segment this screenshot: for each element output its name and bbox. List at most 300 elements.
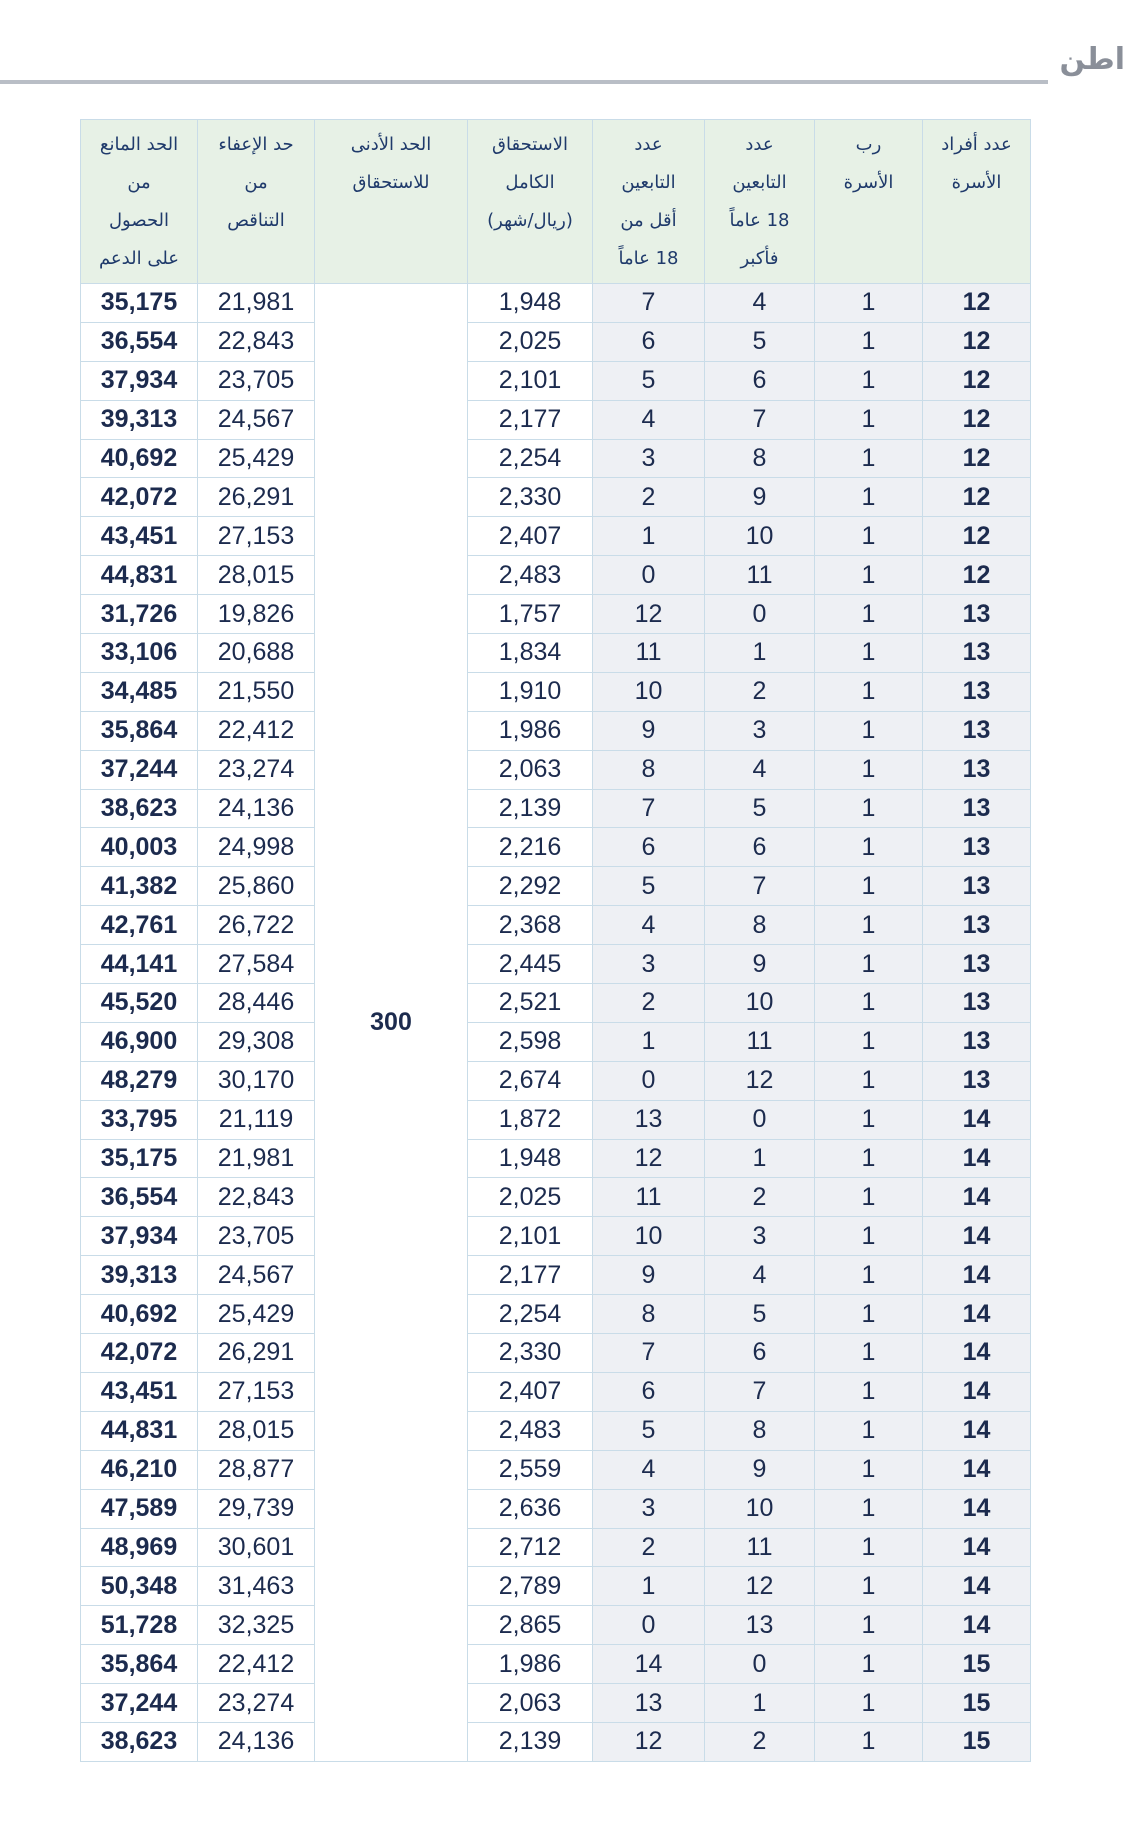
full-entitlement-cell: 2,789 bbox=[468, 1567, 593, 1606]
support-cap-cell: 43,451 bbox=[81, 517, 198, 556]
family-size-cell: 14 bbox=[923, 1178, 1031, 1217]
table-row bbox=[81, 556, 1031, 595]
minor-dependents-cell: 9 bbox=[593, 1256, 705, 1295]
adult-dependents-cell: 1 bbox=[705, 1139, 815, 1178]
household-head-cell: 1 bbox=[815, 711, 923, 750]
minor-dependents-cell: 6 bbox=[593, 322, 705, 361]
household-head-cell: 1 bbox=[815, 1295, 923, 1334]
minor-dependents-cell: 6 bbox=[593, 1372, 705, 1411]
header-exemption-limit: حد الإعفاء من التناقص bbox=[198, 120, 315, 284]
household-head-cell: 1 bbox=[815, 1372, 923, 1411]
household-head-cell: 1 bbox=[815, 1722, 923, 1761]
family-size-cell: 14 bbox=[923, 1295, 1031, 1334]
support-cap-cell: 36,554 bbox=[81, 322, 198, 361]
support-cap-cell: 33,795 bbox=[81, 1100, 198, 1139]
full-entitlement-cell: 1,948 bbox=[468, 1139, 593, 1178]
family-size-cell: 13 bbox=[923, 906, 1031, 945]
exemption-limit-cell: 25,429 bbox=[198, 1295, 315, 1334]
household-head-cell: 1 bbox=[815, 1178, 923, 1217]
exemption-limit-cell: 23,705 bbox=[198, 361, 315, 400]
family-size-cell: 13 bbox=[923, 867, 1031, 906]
support-cap-cell: 33,106 bbox=[81, 634, 198, 673]
eligibility-table bbox=[80, 119, 1031, 1762]
family-size-cell: 14 bbox=[923, 1606, 1031, 1645]
full-entitlement-cell: 2,025 bbox=[468, 1178, 593, 1217]
adult-dependents-cell: 9 bbox=[705, 945, 815, 984]
adult-dependents-cell: 5 bbox=[705, 789, 815, 828]
exemption-limit-cell: 22,843 bbox=[198, 1178, 315, 1217]
household-head-cell: 1 bbox=[815, 789, 923, 828]
header-minimum-entitlement: الحد الأدنى للاستحقاق bbox=[315, 120, 468, 284]
full-entitlement-cell: 2,483 bbox=[468, 1411, 593, 1450]
family-size-cell: 13 bbox=[923, 672, 1031, 711]
minor-dependents-cell: 11 bbox=[593, 634, 705, 673]
household-head-cell: 1 bbox=[815, 322, 923, 361]
family-size-cell: 14 bbox=[923, 1139, 1031, 1178]
full-entitlement-cell: 2,177 bbox=[468, 400, 593, 439]
exemption-limit-cell: 27,153 bbox=[198, 1372, 315, 1411]
table-row bbox=[81, 361, 1031, 400]
exemption-limit-cell: 31,463 bbox=[198, 1567, 315, 1606]
brand-logo-text: اطن bbox=[1059, 42, 1125, 77]
support-cap-cell: 34,485 bbox=[81, 672, 198, 711]
minor-dependents-cell: 4 bbox=[593, 1450, 705, 1489]
table-body bbox=[81, 284, 1031, 1762]
family-size-cell: 13 bbox=[923, 711, 1031, 750]
full-entitlement-cell: 2,139 bbox=[468, 789, 593, 828]
support-cap-cell: 37,244 bbox=[81, 750, 198, 789]
support-cap-cell: 44,831 bbox=[81, 556, 198, 595]
adult-dependents-cell: 8 bbox=[705, 1411, 815, 1450]
household-head-cell: 1 bbox=[815, 400, 923, 439]
minimum-entitlement-cell: 300 bbox=[315, 284, 468, 1762]
adult-dependents-cell: 2 bbox=[705, 672, 815, 711]
exemption-limit-cell: 24,136 bbox=[198, 1722, 315, 1761]
adult-dependents-cell: 11 bbox=[705, 1022, 815, 1061]
exemption-limit-cell: 22,412 bbox=[198, 711, 315, 750]
table-row bbox=[81, 672, 1031, 711]
household-head-cell: 1 bbox=[815, 284, 923, 323]
household-head-cell: 1 bbox=[815, 867, 923, 906]
minor-dependents-cell: 2 bbox=[593, 1528, 705, 1567]
family-size-cell: 14 bbox=[923, 1256, 1031, 1295]
minor-dependents-cell: 1 bbox=[593, 517, 705, 556]
table-row bbox=[81, 517, 1031, 556]
minor-dependents-cell: 10 bbox=[593, 672, 705, 711]
adult-dependents-cell: 1 bbox=[705, 634, 815, 673]
full-entitlement-cell: 2,139 bbox=[468, 1722, 593, 1761]
exemption-limit-cell: 26,291 bbox=[198, 1334, 315, 1373]
table-row bbox=[81, 750, 1031, 789]
exemption-limit-cell: 21,981 bbox=[198, 284, 315, 323]
support-cap-cell: 42,072 bbox=[81, 1334, 198, 1373]
full-entitlement-cell: 2,254 bbox=[468, 439, 593, 478]
table-row bbox=[81, 400, 1031, 439]
adult-dependents-cell: 8 bbox=[705, 439, 815, 478]
full-entitlement-cell: 2,292 bbox=[468, 867, 593, 906]
table-row bbox=[81, 789, 1031, 828]
family-size-cell: 14 bbox=[923, 1100, 1031, 1139]
table-row bbox=[81, 711, 1031, 750]
household-head-cell: 1 bbox=[815, 1217, 923, 1256]
household-head-cell: 1 bbox=[815, 1645, 923, 1684]
family-size-cell: 12 bbox=[923, 400, 1031, 439]
full-entitlement-cell: 1,910 bbox=[468, 672, 593, 711]
adult-dependents-cell: 9 bbox=[705, 1450, 815, 1489]
adult-dependents-cell: 6 bbox=[705, 361, 815, 400]
full-entitlement-cell: 2,712 bbox=[468, 1528, 593, 1567]
full-entitlement-cell: 2,063 bbox=[468, 1684, 593, 1723]
family-size-cell: 12 bbox=[923, 284, 1031, 323]
full-entitlement-cell: 2,521 bbox=[468, 984, 593, 1023]
support-cap-cell: 38,623 bbox=[81, 1722, 198, 1761]
full-entitlement-cell: 2,865 bbox=[468, 1606, 593, 1645]
table-row bbox=[81, 634, 1031, 673]
adult-dependents-cell: 10 bbox=[705, 517, 815, 556]
minor-dependents-cell: 13 bbox=[593, 1684, 705, 1723]
adult-dependents-cell: 0 bbox=[705, 1100, 815, 1139]
support-cap-cell: 39,313 bbox=[81, 400, 198, 439]
adult-dependents-cell: 11 bbox=[705, 1528, 815, 1567]
minor-dependents-cell: 3 bbox=[593, 1489, 705, 1528]
adult-dependents-cell: 7 bbox=[705, 867, 815, 906]
minor-dependents-cell: 11 bbox=[593, 1178, 705, 1217]
minor-dependents-cell: 5 bbox=[593, 867, 705, 906]
full-entitlement-cell: 2,330 bbox=[468, 1334, 593, 1373]
table-row bbox=[81, 478, 1031, 517]
full-entitlement-cell: 2,254 bbox=[468, 1295, 593, 1334]
minor-dependents-cell: 5 bbox=[593, 1411, 705, 1450]
household-head-cell: 1 bbox=[815, 517, 923, 556]
support-cap-cell: 35,175 bbox=[81, 284, 198, 323]
family-size-cell: 13 bbox=[923, 828, 1031, 867]
adult-dependents-cell: 5 bbox=[705, 322, 815, 361]
support-cap-cell: 31,726 bbox=[81, 595, 198, 634]
table-row bbox=[81, 284, 1031, 323]
support-cap-cell: 35,864 bbox=[81, 1645, 198, 1684]
household-head-cell: 1 bbox=[815, 595, 923, 634]
support-cap-cell: 40,003 bbox=[81, 828, 198, 867]
adult-dependents-cell: 11 bbox=[705, 556, 815, 595]
family-size-cell: 13 bbox=[923, 1022, 1031, 1061]
household-head-cell: 1 bbox=[815, 1489, 923, 1528]
full-entitlement-cell: 2,483 bbox=[468, 556, 593, 595]
household-head-cell: 1 bbox=[815, 1256, 923, 1295]
adult-dependents-cell: 4 bbox=[705, 750, 815, 789]
adult-dependents-cell: 12 bbox=[705, 1567, 815, 1606]
exemption-limit-cell: 25,860 bbox=[198, 867, 315, 906]
full-entitlement-cell: 2,368 bbox=[468, 906, 593, 945]
family-size-cell: 13 bbox=[923, 945, 1031, 984]
adult-dependents-cell: 4 bbox=[705, 284, 815, 323]
table-row bbox=[81, 322, 1031, 361]
header-family-size: عدد أفراد الأسرة bbox=[923, 120, 1031, 284]
adult-dependents-cell: 3 bbox=[705, 711, 815, 750]
adult-dependents-cell: 12 bbox=[705, 1061, 815, 1100]
exemption-limit-cell: 28,877 bbox=[198, 1450, 315, 1489]
full-entitlement-cell: 2,025 bbox=[468, 322, 593, 361]
table-row bbox=[81, 1722, 1031, 1761]
table-header-row bbox=[81, 120, 1031, 284]
minor-dependents-cell: 6 bbox=[593, 828, 705, 867]
adult-dependents-cell: 5 bbox=[705, 1295, 815, 1334]
exemption-limit-cell: 32,325 bbox=[198, 1606, 315, 1645]
support-cap-cell: 37,244 bbox=[81, 1684, 198, 1723]
household-head-cell: 1 bbox=[815, 828, 923, 867]
exemption-limit-cell: 27,153 bbox=[198, 517, 315, 556]
household-head-cell: 1 bbox=[815, 750, 923, 789]
full-entitlement-cell: 2,407 bbox=[468, 1372, 593, 1411]
table-row bbox=[81, 1450, 1031, 1489]
family-size-cell: 13 bbox=[923, 984, 1031, 1023]
support-cap-cell: 37,934 bbox=[81, 1217, 198, 1256]
family-size-cell: 13 bbox=[923, 634, 1031, 673]
adult-dependents-cell: 0 bbox=[705, 1645, 815, 1684]
support-cap-cell: 39,313 bbox=[81, 1256, 198, 1295]
support-cap-cell: 41,382 bbox=[81, 867, 198, 906]
support-cap-cell: 42,761 bbox=[81, 906, 198, 945]
minor-dependents-cell: 1 bbox=[593, 1022, 705, 1061]
adult-dependents-cell: 2 bbox=[705, 1722, 815, 1761]
minor-dependents-cell: 9 bbox=[593, 711, 705, 750]
full-entitlement-cell: 1,757 bbox=[468, 595, 593, 634]
minor-dependents-cell: 3 bbox=[593, 945, 705, 984]
exemption-limit-cell: 27,584 bbox=[198, 945, 315, 984]
minor-dependents-cell: 8 bbox=[593, 750, 705, 789]
table-row bbox=[81, 906, 1031, 945]
table-row bbox=[81, 1645, 1031, 1684]
table-row bbox=[81, 1061, 1031, 1100]
adult-dependents-cell: 1 bbox=[705, 1684, 815, 1723]
full-entitlement-cell: 1,948 bbox=[468, 284, 593, 323]
table-row bbox=[81, 1489, 1031, 1528]
table-row bbox=[81, 1606, 1031, 1645]
minor-dependents-cell: 13 bbox=[593, 1100, 705, 1139]
household-head-cell: 1 bbox=[815, 1528, 923, 1567]
household-head-cell: 1 bbox=[815, 1450, 923, 1489]
exemption-limit-cell: 28,446 bbox=[198, 984, 315, 1023]
support-cap-cell: 40,692 bbox=[81, 1295, 198, 1334]
minor-dependents-cell: 14 bbox=[593, 1645, 705, 1684]
family-size-cell: 14 bbox=[923, 1567, 1031, 1606]
exemption-limit-cell: 21,981 bbox=[198, 1139, 315, 1178]
household-head-cell: 1 bbox=[815, 1411, 923, 1450]
minor-dependents-cell: 0 bbox=[593, 556, 705, 595]
minor-dependents-cell: 8 bbox=[593, 1295, 705, 1334]
minor-dependents-cell: 12 bbox=[593, 1139, 705, 1178]
support-cap-cell: 44,141 bbox=[81, 945, 198, 984]
support-cap-cell: 45,520 bbox=[81, 984, 198, 1023]
minor-dependents-cell: 7 bbox=[593, 1334, 705, 1373]
family-size-cell: 13 bbox=[923, 750, 1031, 789]
household-head-cell: 1 bbox=[815, 556, 923, 595]
support-cap-cell: 46,210 bbox=[81, 1450, 198, 1489]
household-head-cell: 1 bbox=[815, 1022, 923, 1061]
exemption-limit-cell: 26,291 bbox=[198, 478, 315, 517]
family-size-cell: 12 bbox=[923, 361, 1031, 400]
table-row bbox=[81, 1411, 1031, 1450]
minor-dependents-cell: 0 bbox=[593, 1061, 705, 1100]
adult-dependents-cell: 7 bbox=[705, 400, 815, 439]
household-head-cell: 1 bbox=[815, 672, 923, 711]
full-entitlement-cell: 2,636 bbox=[468, 1489, 593, 1528]
header-minor-dependents: عدد التابعين أقل من 18 عاماً bbox=[593, 120, 705, 284]
exemption-limit-cell: 30,170 bbox=[198, 1061, 315, 1100]
minor-dependents-cell: 7 bbox=[593, 789, 705, 828]
adult-dependents-cell: 13 bbox=[705, 1606, 815, 1645]
exemption-limit-cell: 25,429 bbox=[198, 439, 315, 478]
full-entitlement-cell: 2,598 bbox=[468, 1022, 593, 1061]
minor-dependents-cell: 5 bbox=[593, 361, 705, 400]
family-size-cell: 12 bbox=[923, 439, 1031, 478]
support-cap-cell: 51,728 bbox=[81, 1606, 198, 1645]
full-entitlement-cell: 2,330 bbox=[468, 478, 593, 517]
exemption-limit-cell: 23,274 bbox=[198, 1684, 315, 1723]
exemption-limit-cell: 24,567 bbox=[198, 1256, 315, 1295]
table-row bbox=[81, 1139, 1031, 1178]
table-row bbox=[81, 1684, 1031, 1723]
minor-dependents-cell: 4 bbox=[593, 400, 705, 439]
household-head-cell: 1 bbox=[815, 1684, 923, 1723]
family-size-cell: 15 bbox=[923, 1722, 1031, 1761]
family-size-cell: 12 bbox=[923, 556, 1031, 595]
support-cap-cell: 37,934 bbox=[81, 361, 198, 400]
adult-dependents-cell: 2 bbox=[705, 1178, 815, 1217]
minor-dependents-cell: 12 bbox=[593, 1722, 705, 1761]
support-cap-cell: 48,279 bbox=[81, 1061, 198, 1100]
household-head-cell: 1 bbox=[815, 1100, 923, 1139]
adult-dependents-cell: 6 bbox=[705, 1334, 815, 1373]
header-adult-dependents: عدد التابعين 18 عاماً فأكبر bbox=[705, 120, 815, 284]
table-row bbox=[81, 984, 1031, 1023]
support-cap-cell: 40,692 bbox=[81, 439, 198, 478]
full-entitlement-cell: 2,674 bbox=[468, 1061, 593, 1100]
adult-dependents-cell: 9 bbox=[705, 478, 815, 517]
minor-dependents-cell: 2 bbox=[593, 478, 705, 517]
full-entitlement-cell: 2,177 bbox=[468, 1256, 593, 1295]
family-size-cell: 12 bbox=[923, 322, 1031, 361]
family-size-cell: 14 bbox=[923, 1217, 1031, 1256]
table-row bbox=[81, 1256, 1031, 1295]
household-head-cell: 1 bbox=[815, 1061, 923, 1100]
full-entitlement-cell: 2,559 bbox=[468, 1450, 593, 1489]
support-cap-cell: 47,589 bbox=[81, 1489, 198, 1528]
support-cap-cell: 46,900 bbox=[81, 1022, 198, 1061]
support-cap-cell: 35,864 bbox=[81, 711, 198, 750]
household-head-cell: 1 bbox=[815, 984, 923, 1023]
adult-dependents-cell: 0 bbox=[705, 595, 815, 634]
full-entitlement-cell: 2,445 bbox=[468, 945, 593, 984]
family-size-cell: 13 bbox=[923, 1061, 1031, 1100]
full-entitlement-cell: 2,063 bbox=[468, 750, 593, 789]
family-size-cell: 15 bbox=[923, 1645, 1031, 1684]
table-row bbox=[81, 1217, 1031, 1256]
table-row bbox=[81, 945, 1031, 984]
adult-dependents-cell: 8 bbox=[705, 906, 815, 945]
exemption-limit-cell: 24,567 bbox=[198, 400, 315, 439]
minor-dependents-cell: 0 bbox=[593, 1606, 705, 1645]
full-entitlement-cell: 1,834 bbox=[468, 634, 593, 673]
exemption-limit-cell: 21,550 bbox=[198, 672, 315, 711]
full-entitlement-cell: 1,986 bbox=[468, 711, 593, 750]
household-head-cell: 1 bbox=[815, 478, 923, 517]
exemption-limit-cell: 29,308 bbox=[198, 1022, 315, 1061]
adult-dependents-cell: 10 bbox=[705, 984, 815, 1023]
exemption-limit-cell: 20,688 bbox=[198, 634, 315, 673]
exemption-limit-cell: 19,826 bbox=[198, 595, 315, 634]
exemption-limit-cell: 22,412 bbox=[198, 1645, 315, 1684]
table-row bbox=[81, 1334, 1031, 1373]
table-row bbox=[81, 595, 1031, 634]
adult-dependents-cell: 7 bbox=[705, 1372, 815, 1411]
adult-dependents-cell: 6 bbox=[705, 828, 815, 867]
table-row bbox=[81, 1022, 1031, 1061]
table-row bbox=[81, 1295, 1031, 1334]
table-row bbox=[81, 1100, 1031, 1139]
minor-dependents-cell: 2 bbox=[593, 984, 705, 1023]
table-row bbox=[81, 1567, 1031, 1606]
full-entitlement-cell: 2,101 bbox=[468, 1217, 593, 1256]
household-head-cell: 1 bbox=[815, 1139, 923, 1178]
household-head-cell: 1 bbox=[815, 945, 923, 984]
exemption-limit-cell: 21,119 bbox=[198, 1100, 315, 1139]
minor-dependents-cell: 10 bbox=[593, 1217, 705, 1256]
support-cap-cell: 48,969 bbox=[81, 1528, 198, 1567]
support-cap-cell: 50,348 bbox=[81, 1567, 198, 1606]
support-cap-cell: 43,451 bbox=[81, 1372, 198, 1411]
header-support-cap: الحد المانع من الحصول على الدعم bbox=[81, 120, 198, 284]
adult-dependents-cell: 10 bbox=[705, 1489, 815, 1528]
household-head-cell: 1 bbox=[815, 1567, 923, 1606]
exemption-limit-cell: 26,722 bbox=[198, 906, 315, 945]
table-row bbox=[81, 1528, 1031, 1567]
full-entitlement-cell: 1,986 bbox=[468, 1645, 593, 1684]
exemption-limit-cell: 23,274 bbox=[198, 750, 315, 789]
exemption-limit-cell: 24,136 bbox=[198, 789, 315, 828]
exemption-limit-cell: 29,739 bbox=[198, 1489, 315, 1528]
family-size-cell: 12 bbox=[923, 517, 1031, 556]
household-head-cell: 1 bbox=[815, 1606, 923, 1645]
table-row bbox=[81, 1178, 1031, 1217]
exemption-limit-cell: 30,601 bbox=[198, 1528, 315, 1567]
family-size-cell: 13 bbox=[923, 789, 1031, 828]
family-size-cell: 14 bbox=[923, 1411, 1031, 1450]
exemption-limit-cell: 23,705 bbox=[198, 1217, 315, 1256]
adult-dependents-cell: 4 bbox=[705, 1256, 815, 1295]
support-cap-cell: 35,175 bbox=[81, 1139, 198, 1178]
table-row bbox=[81, 828, 1031, 867]
household-head-cell: 1 bbox=[815, 906, 923, 945]
minor-dependents-cell: 4 bbox=[593, 906, 705, 945]
exemption-limit-cell: 24,998 bbox=[198, 828, 315, 867]
header-divider bbox=[0, 80, 1048, 84]
full-entitlement-cell: 2,101 bbox=[468, 361, 593, 400]
table-row bbox=[81, 867, 1031, 906]
minor-dependents-cell: 3 bbox=[593, 439, 705, 478]
support-cap-cell: 36,554 bbox=[81, 1178, 198, 1217]
family-size-cell: 14 bbox=[923, 1372, 1031, 1411]
full-entitlement-cell: 2,407 bbox=[468, 517, 593, 556]
minor-dependents-cell: 1 bbox=[593, 1567, 705, 1606]
full-entitlement-cell: 1,872 bbox=[468, 1100, 593, 1139]
support-cap-cell: 38,623 bbox=[81, 789, 198, 828]
header-household-head: رب الأسرة bbox=[815, 120, 923, 284]
full-entitlement-cell: 2,216 bbox=[468, 828, 593, 867]
household-head-cell: 1 bbox=[815, 634, 923, 673]
support-cap-cell: 44,831 bbox=[81, 1411, 198, 1450]
adult-dependents-cell: 3 bbox=[705, 1217, 815, 1256]
exemption-limit-cell: 28,015 bbox=[198, 1411, 315, 1450]
